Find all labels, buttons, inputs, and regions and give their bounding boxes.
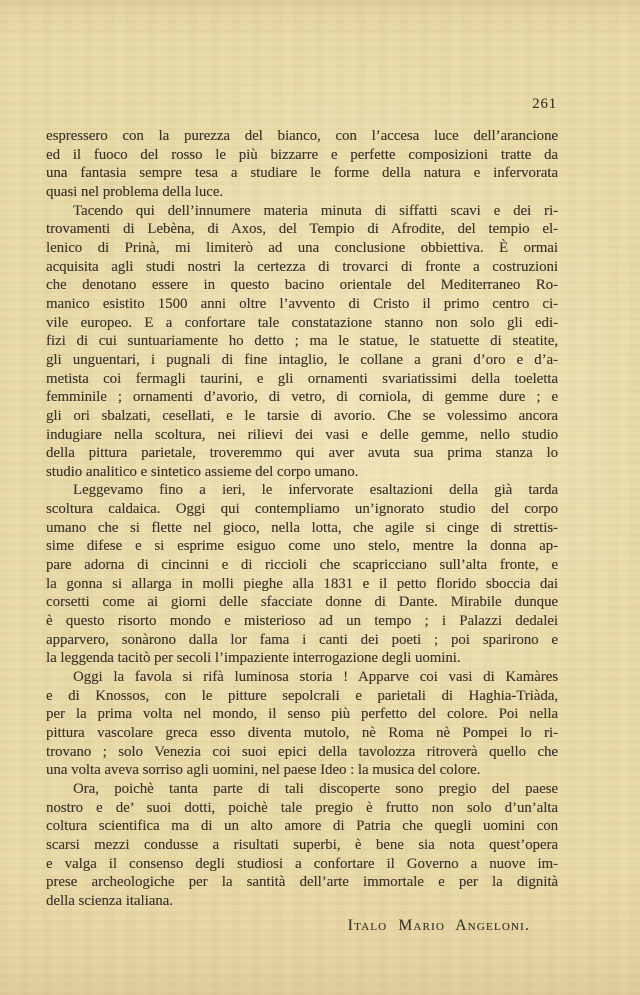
text-line: ed il fuoco del rosso le più bizzarre e perfette composizioni tratte da [46,146,558,163]
text-line: nostro e de’ suoi dotti, poichè tale pregio è frutto non solo d’un’alta [46,799,558,816]
text-line: la leggenda tacitò per secoli l’impaziente interrogazione degli uomini. [46,650,461,667]
paragraph-2 [46,202,558,482]
text-line: scoltura caldaica. Oggi qui contempliamo un’ignorato studio del corpo [46,501,558,518]
text-line: quasi nel problema della luce. [46,183,224,200]
text-line: della pittura parietale, troveremmo qui aver avuta sua prima stanza lo [46,445,558,462]
text-line: manico esistito 1500 anni oltre l’avvento di Cristo il primo centro ci- [46,295,558,312]
text-line: pittura vascolare greca esso diventa mutolo, nè Roma nè Pompei lo ri- [46,725,558,741]
text-line: prese archeologiche per la santità dell’arte immortale e per la dignità [46,874,558,891]
text-line: una fantasia sempre tesa a studiare le forme della natura e infervorata [46,165,558,182]
text-line: corsetti come ai giorni delle sfacciate donne di Dante. Mirabile dunque [46,594,558,611]
text-line: vile europeo. E a confortare tale constatazione stanno non solo gli edi- [46,314,558,331]
text-line: scarsi mezzi condusse a risultati superbi, è bene sia nota quest’opera [46,836,558,853]
text-line: gli unguentari, i pugnali di fine intaglio, le collane a grani d’oro e d’a- [46,351,558,368]
text-line: femminile ; ornamenti d’avorio, di vetro, di corniola, di gemme dure ; e [46,389,558,406]
text-line: metista coi fermagli taurini, e gli ornamenti svariatissimi della toeletta [46,370,558,387]
text-line: per la prima volta nel mondo, il senso più perfetto del colore. Poi nella [46,706,558,723]
text-line: Leggevamo fino a ieri, le infervorate esaltazioni della già tarda [73,482,558,499]
paragraph-1 [46,127,558,202]
text-line: sime difese e si esprime esiguo come uno stelo, mentre la donna ap- [46,538,558,555]
text-line: apparvero, sonàrono dalla lor fama i canti dei poeti ; poi sparirono e [46,631,558,648]
text-line: lenico di Prinà, mi limiterò ad una conclusione obbiettiva. È ormai [46,239,558,256]
text-line: fizi di cui suntuariamente ho detto ; ma le statue, le statuette di steatite, [46,333,558,350]
paragraph-5 [46,780,558,911]
text-line: studio analitico e sintetico assieme del corpo umano. [46,463,359,480]
paragraph-3 [46,481,558,668]
author-signature: Italo Mario Angeloni. [347,917,530,934]
text-line: trovamenti di Lebèna, di Axos, del Tempio di Afrodite, del tempio el- [46,221,558,238]
text-line: una volta aveva sorriso agli uomini, nel paese Ideo : la musica del colore. [46,762,481,779]
text-line: Ora, poichè tanta parte di tali discoperte sono pregio del paese [73,780,558,797]
text-block [46,127,558,911]
text-line: della scienza italiana. [46,892,173,909]
text-line: che denotano essere in questo bacino orientale del Mediterraneo Ro- [46,277,558,294]
text-line: è questo risorto mondo e misterioso ad un tempo ; i Palazzi dedalei [46,613,558,630]
text-line: trovano ; solo Venezia coi suoi epici della tavolozza ritroverà quello che [46,743,558,760]
text-line: espressero con la purezza del bianco, con l’accesa luce dell’arancione [46,128,558,144]
text-line: umano che si flette nel gioco, nella lotta, che agile si cinge di strettis- [46,519,558,536]
text-line: gli ori sbalzati, cesellati, e le tarsie di avorio. Che se volessimo ancora [46,407,558,424]
text-line: e di Knossos, con le pitture sepolcrali e parietali di Haghia-Triàda, [46,687,558,704]
text-line: acquisita agli studi nostri la certezza di trovarci di fronte a costruzioni [46,258,558,275]
text-line: indugiare nella scoltura, nei rilievi dei vasi e delle gemme, nello studio [46,426,558,443]
text-line: Tacendo qui dell’innumere materia minuta di siffatti scavi e dei ri- [73,202,558,219]
text-line: coltura scientifica ma di un alto amore di Patria che quegli uomini con [46,818,558,835]
paragraph-4 [46,668,558,780]
page-number: 261 [532,96,557,112]
text-line: e valga il consenso degli studiosi a confortare il Governo a nuove im- [46,855,558,872]
text-line: pare adorna di cincinni e di riccioli che scapricciano sull’alta fronte, e [46,557,558,574]
text-line: la gonna si allarga in molli pieghe alla 1831 e il petto florido sboccia dai [46,575,558,592]
text-line: Oggi la favola si rifà luminosa storia ! Apparve coi vasi di Kamàres [73,669,558,686]
